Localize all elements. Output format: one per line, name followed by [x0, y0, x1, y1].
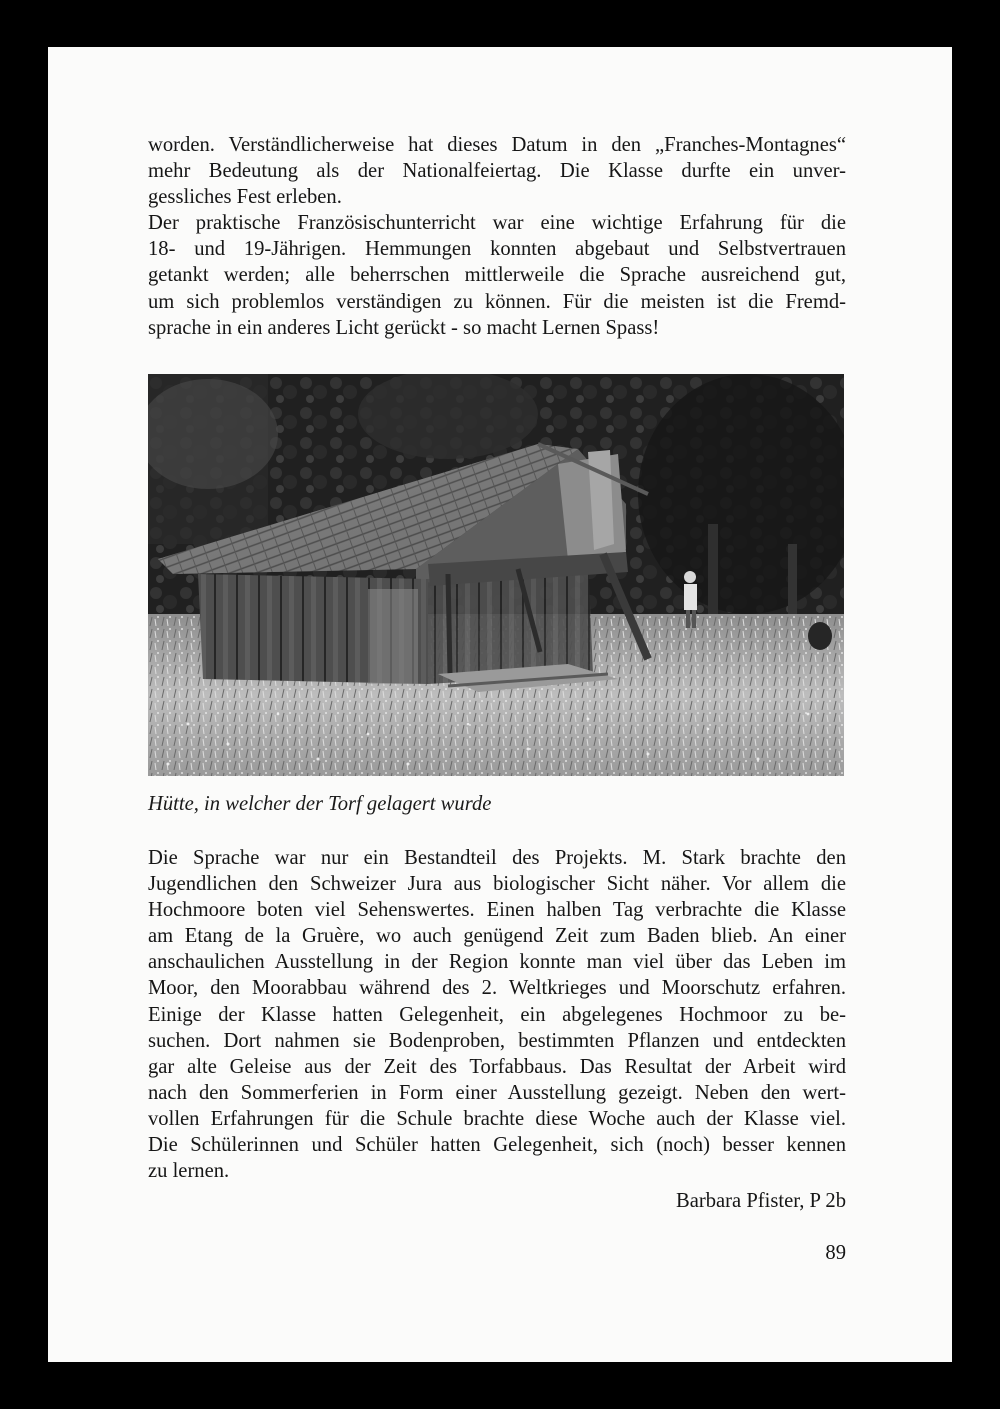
- text-line: worden. Verständlicherweise hat dieses Datum in den „Franches-Montagnes“: [148, 134, 846, 156]
- text-line: am Etang de la Gruère, wo auch genügend Zeit zum Baden blieb. An einer: [148, 925, 846, 948]
- text-line: 18- und 19-Jährigen. Hemmungen konnten abgebaut und Selbstvertrauen: [148, 238, 846, 261]
- text-line: anschaulichen Ausstellung in der Region konnte man viel über das Leben im: [148, 951, 846, 974]
- text-line: Jugendlichen den Schweizer Jura aus biologischer Sicht näher. Vor allem die: [148, 873, 846, 896]
- text-line: nach den Sommerferien in Form einer Ausstellung gezeigt. Neben den wert-: [148, 1081, 846, 1104]
- text-line: getankt werden; alle beherrschen mittlerweile die Sprache ausreichend gut,: [148, 264, 846, 287]
- hut-photo: [148, 374, 844, 776]
- text-line: gessliches Fest erleben.: [148, 186, 342, 209]
- paragraph-2: [148, 845, 846, 1184]
- text-line: vollen Erfahrungen für die Schule brachte diese Woche auch der Klasse viel.: [148, 1107, 846, 1130]
- text-line: Die Sprache war nur ein Bestandteil des Projekts. M. Stark brachte den: [148, 847, 846, 869]
- text-line: suchen. Dort nahmen sie Bodenproben, bestimmten Pflanzen und entdeckten: [148, 1029, 846, 1052]
- paragraph-1: [148, 132, 846, 341]
- author-signature: Barbara Pfister, P 2b: [676, 1190, 846, 1212]
- photo-caption: Hütte, in welcher der Torf gelagert wurde: [148, 793, 492, 815]
- text-line: um sich problemlos verständigen zu können. Für die meisten ist die Fremd-: [148, 290, 846, 313]
- text-line: sprache in ein anderes Licht gerückt - so macht Lernen Spass!: [148, 316, 660, 339]
- page: [48, 47, 952, 1362]
- page-number: 89: [825, 1242, 846, 1264]
- text-line: Die Schülerinnen und Schüler hatten Gelegenheit, sich (noch) besser kennen: [148, 1134, 846, 1157]
- text-line: Moor, den Moorabbau während des 2. Weltkrieges und Moorschutz erfahren.: [148, 977, 846, 1000]
- text-line: Einige der Klasse hatten Gelegenheit, ein abgelegenes Hochmoor zu be-: [148, 1003, 846, 1026]
- text-line: gar alte Geleise aus der Zeit des Torfabbaus. Das Resultat der Arbeit wird: [148, 1055, 846, 1078]
- text-line: Hochmoore boten viel Sehenswertes. Einen halben Tag verbrachte die Klasse: [148, 899, 846, 922]
- text-line: mehr Bedeutung als der Nationalfeiertag. Die Klasse durfte ein unver-: [148, 160, 846, 183]
- text-line: Der praktische Französischunterricht war eine wichtige Erfahrung für die: [148, 212, 846, 235]
- text-line: zu lernen.: [148, 1160, 230, 1183]
